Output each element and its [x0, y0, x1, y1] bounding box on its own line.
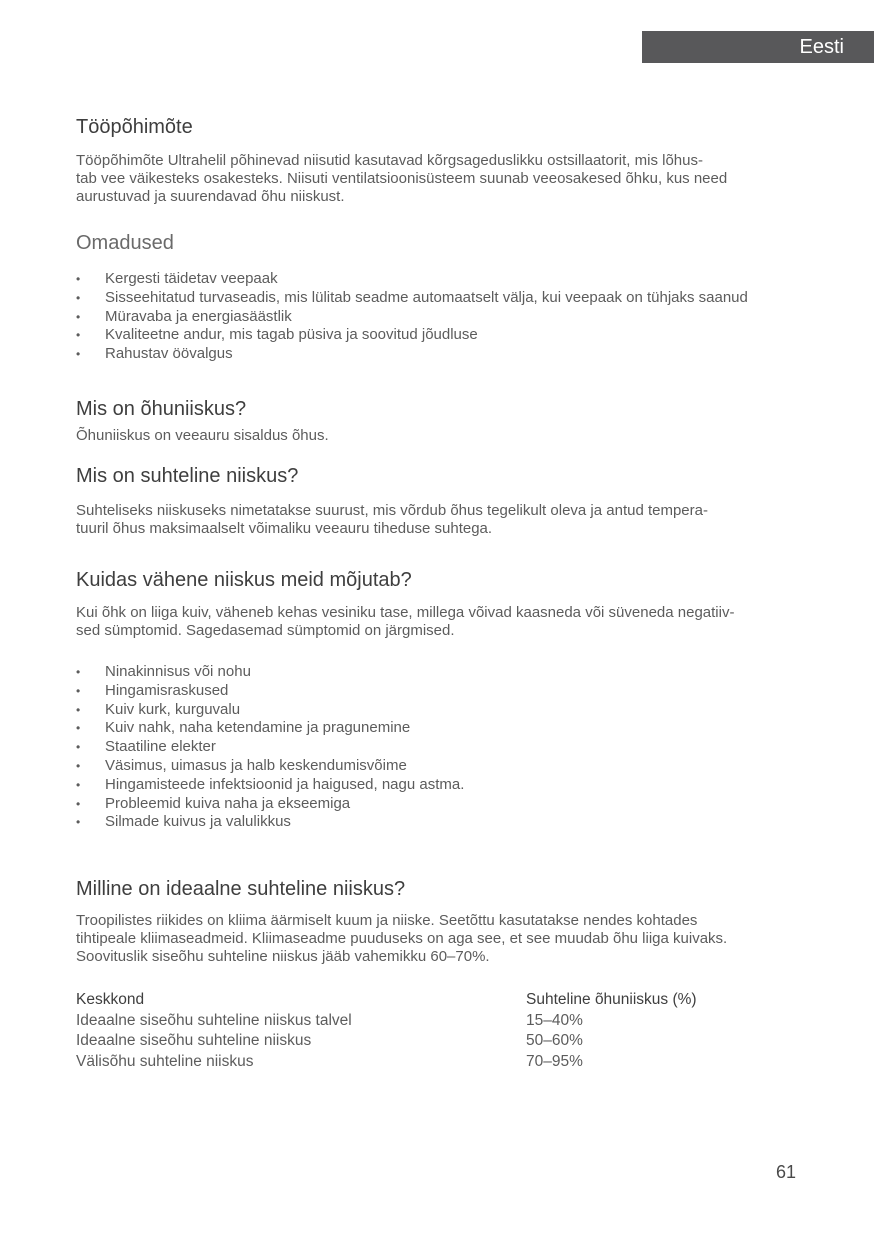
- table-cell-environment: Ideaalne siseõhu suhteline niiskus talvel: [76, 1011, 352, 1029]
- features-list: [76, 270, 806, 364]
- humidity-table: [76, 990, 806, 1072]
- effects-line-2: sed sümptomid. Sagedasemad sümptomid on järgmised.: [76, 622, 455, 639]
- ideal-paragraph: [76, 912, 806, 966]
- list-item: • Staatiline elekter: [76, 738, 806, 757]
- principle-line-1: Tööpõhimõte Ultrahelil põhinevad niisutid kasutavad kõrgsageduslikku ostsillaatorit, mis lõhus-: [76, 152, 703, 169]
- list-item: • Ninakinnisus või nohu: [76, 663, 806, 682]
- table-header-environment: Keskkond: [76, 991, 145, 1008]
- principle-heading: Tööpõhimõte: [76, 116, 193, 138]
- table-cell-humidity: 70–95%: [526, 1052, 583, 1070]
- relative-humidity-paragraph: [76, 502, 806, 538]
- table-cell-environment: Välisõhu suhteline niiskus: [76, 1052, 254, 1070]
- humidity-line-1: Õhuniiskus on veeauru sisaldus õhus.: [76, 427, 329, 444]
- list-item: • Müravaba ja energiasäästlik: [76, 308, 806, 327]
- principle-line-3: aurustuvad ja suurendavad õhu niiskust.: [76, 188, 345, 205]
- table-cell-environment: Ideaalne siseõhu suhteline niiskus: [76, 1032, 312, 1049]
- list-item: • Rahustav öövalgus: [76, 345, 806, 364]
- table-header-row: [76, 990, 806, 1011]
- list-item: • Probleemid kuiva naha ja ekseemiga: [76, 795, 806, 814]
- symptoms-list: [76, 663, 806, 832]
- humidity-heading: Mis on õhuniiskus?: [76, 398, 247, 420]
- language-tab: Eesti: [642, 31, 874, 63]
- relative-line-2: tuuril õhus maksimaalselt võimaliku veeauru tiheduse suhtega.: [76, 520, 493, 537]
- list-item: • Sisseehitatud turvaseadis, mis lülitab seadme automaatselt välja, kui veepaak on tühjaks saanud: [76, 289, 806, 308]
- effects-heading: Kuidas vähene niiskus meid mõjutab?: [76, 569, 412, 591]
- list-item: • Väsimus, uimasus ja halb keskendumisvõime: [76, 757, 806, 776]
- page-number: 61: [776, 1162, 797, 1182]
- ideal-line-1: Troopilistes riikides on kliima äärmiselt kuum ja niiske. Seetõttu kasutatakse nendes kohtades: [76, 912, 698, 929]
- humidity-paragraph: [76, 427, 806, 445]
- list-item: • Kuiv kurk, kurguvalu: [76, 701, 806, 720]
- ideal-line-3: Soovituslik siseõhu suhteline niiskus jääb vahemikku 60–70%.: [76, 948, 490, 965]
- table-row: [76, 1031, 806, 1052]
- principle-line-2: tab vee väikesteks osakesteks. Niisuti ventilatsioonisüsteem suunab veeosakesed õhku, kus need: [76, 170, 728, 187]
- ideal-heading: Milline on ideaalne suhteline niiskus?: [76, 878, 406, 900]
- table-cell-humidity: 50–60%: [526, 1032, 583, 1049]
- list-item: • Kuiv nahk, naha ketendamine ja pragunemine: [76, 719, 806, 738]
- list-item: • Hingamisraskused: [76, 682, 806, 701]
- list-item: • Kergesti täidetav veepaak: [76, 270, 806, 289]
- relative-line-1: Suhteliseks niiskuseks nimetatakse suurust, mis võrdub õhus tegelikult oleva ja antud tempera-: [76, 502, 708, 519]
- table-row: [76, 1052, 806, 1073]
- ideal-line-2: tihtipeale kliimaseadmeid. Kliimaseadme puuduseks on aga see, et see muudab õhu liiga kuivaks.: [76, 930, 728, 947]
- list-item: • Kvaliteetne andur, mis tagab püsiva ja soovitud jõudluse: [76, 326, 806, 345]
- table-row: [76, 1011, 806, 1032]
- effects-line-1: Kui õhk on liiga kuiv, väheneb kehas vesiniku tase, millega võivad kaasneda või süveneda negatiiv-: [76, 604, 735, 621]
- list-item: • Hingamisteede infektsioonid ja haigused, nagu astma.: [76, 776, 806, 795]
- relative-humidity-heading: Mis on suhteline niiskus?: [76, 465, 299, 487]
- list-item: • Silmade kuivus ja valulikkus: [76, 813, 806, 832]
- table-header-humidity: Suhteline õhuniiskus (%): [526, 991, 697, 1008]
- table-cell-humidity: 15–40%: [526, 1011, 583, 1029]
- effects-paragraph: [76, 604, 806, 640]
- features-heading: Omadused: [76, 232, 174, 254]
- principle-paragraph: [76, 152, 806, 206]
